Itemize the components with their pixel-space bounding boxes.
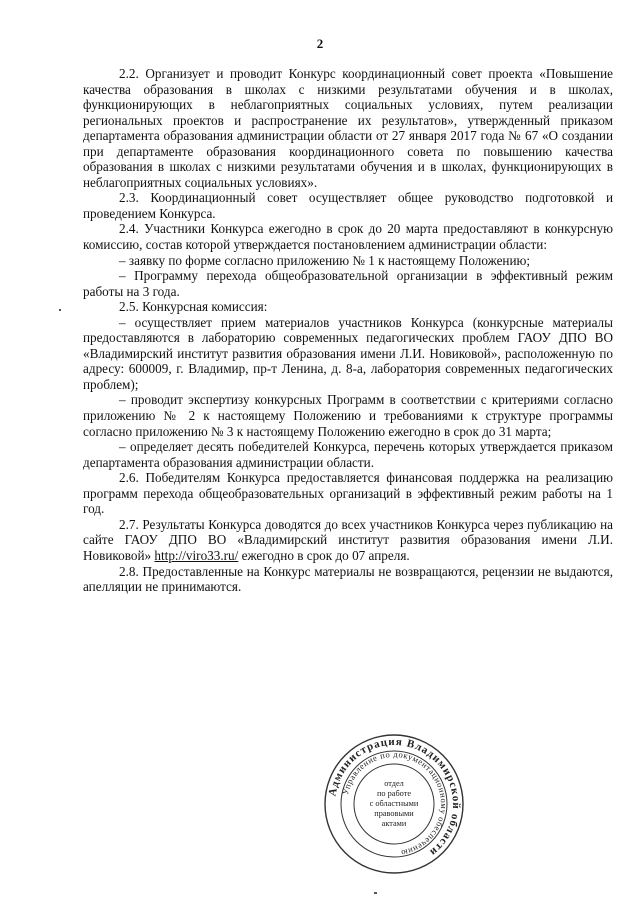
stamp-ring-text: Администрация Владимирской области <box>326 735 463 859</box>
paragraph-2-4: 2.4. Участники Конкурса ежегодно в срок до 20 марта предоставляют в конкурсную комиссию, состав которой утверждается постановлением администрации области: <box>83 221 613 253</box>
paragraph-2-5-item-receive: – осуществляет прием материалов участников Конкурса (конкурсные материалы предоставляются в лабораторию современных педагогических проблем ГАОУ ДПО ВО «Владимирский институт развития образования имени Л.И. Новиковой», расположенную по адресу: 600009, г. Владимир, пр-т Ленина, д. 8-а, лаборатория современных педагогических проблем); <box>83 314 613 392</box>
stamp-line: правовыми <box>374 809 414 818</box>
paragraph-2-5: 2.5. Конкурсная комиссия: <box>119 299 268 315</box>
paragraph-2-5-item-expertise: – проводит экспертизу конкурсных Программ в соответствии с критериями согласно приложению № 2 к настоящему Положению и требованиями к структуре программы согласно приложению № 3 к настоящему Положению ежегодно в срок до 31 марта; <box>83 392 613 439</box>
paragraph-2-3: 2.3. Координационный совет осуществляет общее руководство подготовкой и проведением Конкурса. <box>83 190 613 221</box>
official-stamp <box>323 733 465 875</box>
scan-speck <box>59 309 61 311</box>
page-number: 2 <box>316 36 324 51</box>
stamp-inner-ring-text: Управление по документационному обеспечению <box>339 748 450 859</box>
paragraph-2-7 <box>83 517 613 564</box>
paragraph-2-5-item-winners: – определяет десять победителей Конкурса, перечень которых утверждается приказом департамента образования администрации области. <box>83 439 613 470</box>
stamp-line: с областными <box>369 799 419 808</box>
stamp-line: актами <box>381 819 407 828</box>
paragraph-2-7-tail: ежегодно в срок до 07 апреля. <box>238 547 410 563</box>
paragraph-2-6: 2.6. Победителям Конкурса предоставляется финансовая поддержка на реализацию программ перехода общеобразовательных организаций в эффективный режим работы на 1 год. <box>83 470 613 517</box>
stamp-line: отдел <box>384 779 404 788</box>
viro-site-link[interactable]: http://viro33.ru/ <box>154 547 239 563</box>
stamp-line: по работе <box>376 789 412 798</box>
stamp-center-text <box>323 733 465 875</box>
paragraph-2-4-item-application: – заявку по форме согласно приложению № 1 к настоящему Положению; <box>119 252 531 268</box>
paragraph-2-4-item-program: – Программу перехода общеобразовательной организации в эффективный режим работы на 3 года. <box>83 268 613 299</box>
document-body <box>83 66 613 595</box>
paragraph-2-2: 2.2. Организует и проводит Конкурс координационный совет проекта «Повышение качества образования в школах с низкими результатами обучения и в школах, функционирующих в неблагоприятных социальных условиях, путем реализации региональных проектов и распространение их результатов», утвержденный приказом департамента образования администрации области от 27 января 2017 года № 67 «О создании при департаменте образования координационного совета по повышению качества образования в школах с низкими результатами обучения и в школах, функционирующих в неблагоприятных социальных условиях». <box>83 66 613 190</box>
scan-speck <box>374 892 377 894</box>
paragraph-2-7-text: 2.7. Результаты Конкурса доводятся до всех участников Конкурса через публикацию на сайте ГАОУ ДПО ВО «Владимирский институт развития образования имени Л.И. Новиковой» <box>83 516 613 563</box>
paragraph-2-8: 2.8. Предоставленные на Конкурс материалы не возвращаются, рецензии не выдаются, апелляции не принимаются. <box>83 563 613 595</box>
